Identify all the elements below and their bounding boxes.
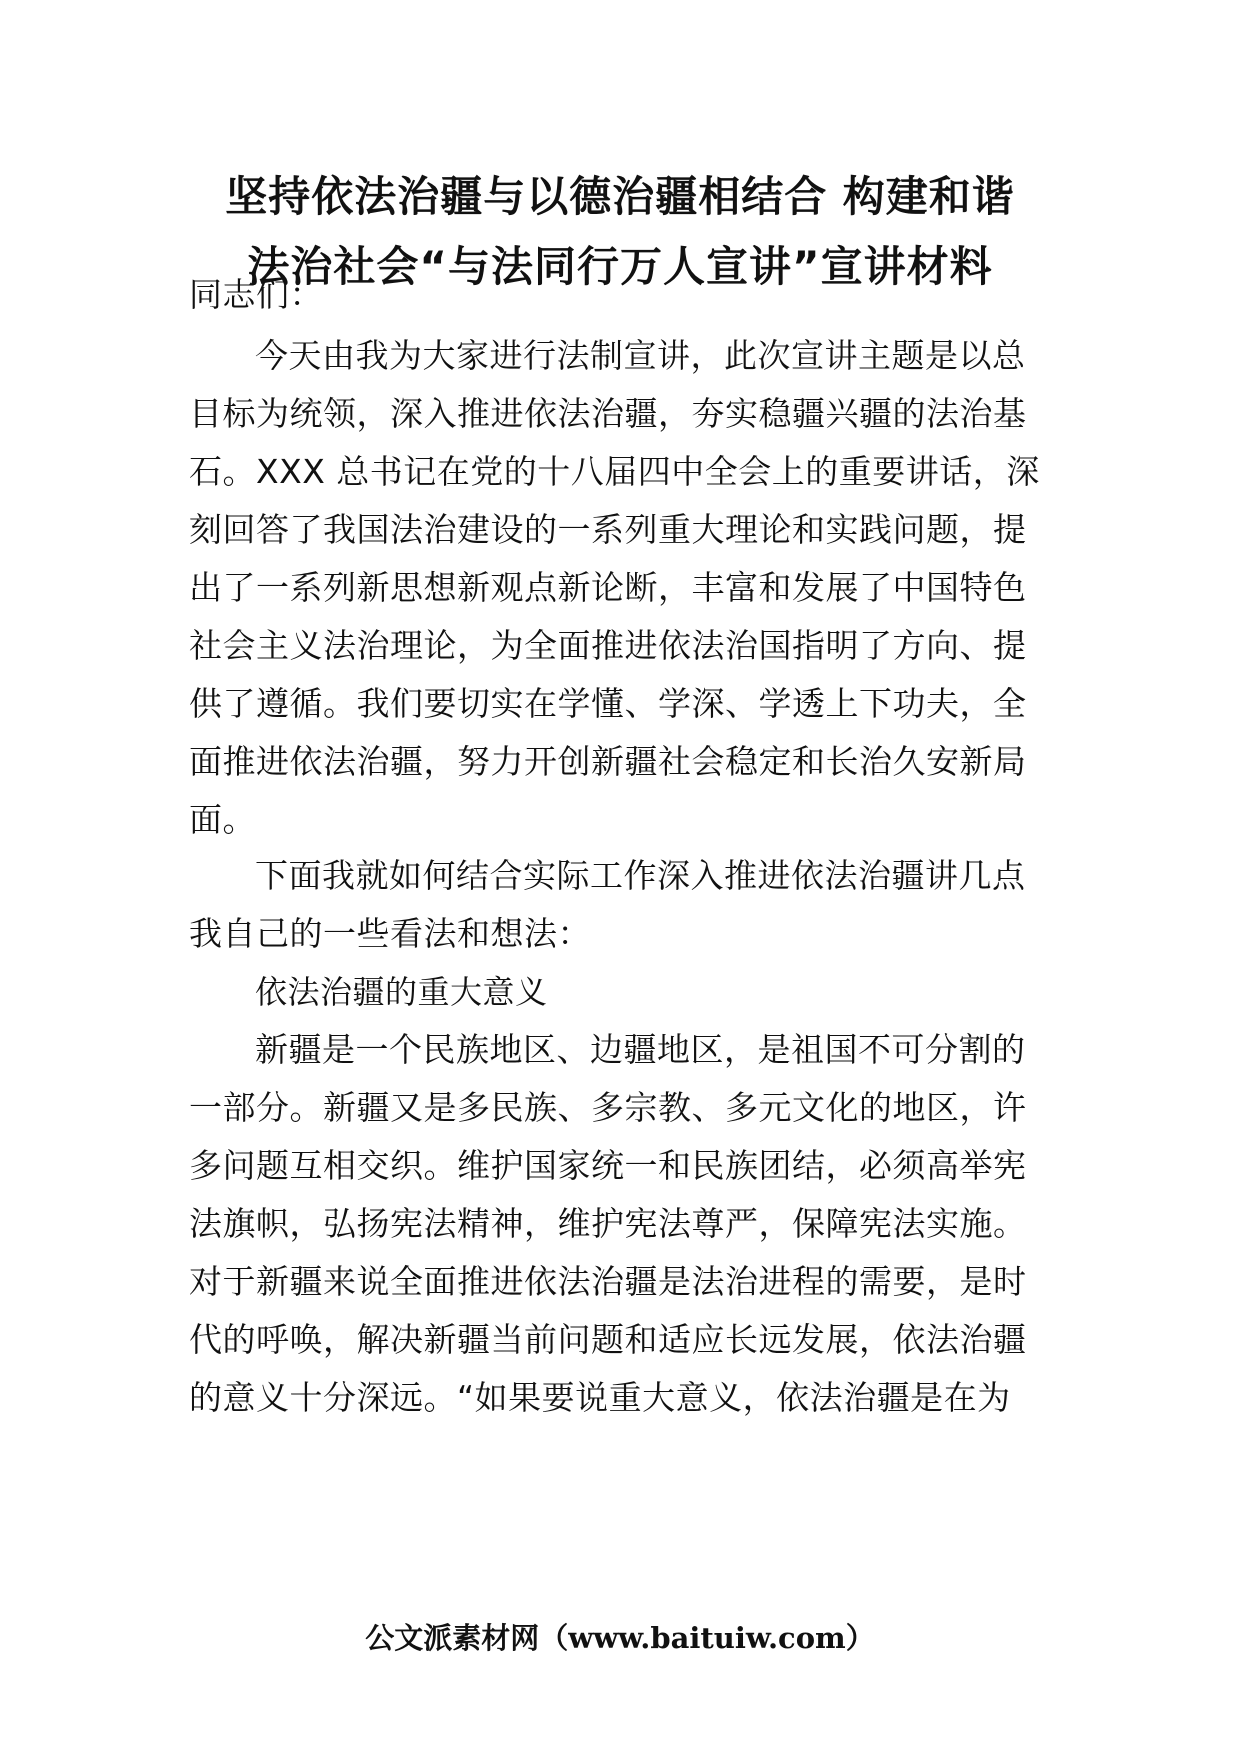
document-title-line-2: 法治社会“与法同行万人宣讲”宣讲材料 [247,242,993,291]
paragraph-1-line: 面。 [189,800,256,839]
paragraph-3-line: 法旗帜，弘扬宪法精神，维护宪法尊严，保障宪法实施。 [189,1204,1027,1243]
paragraph-1-line: 石。XXX 总书记在党的十八届四中全会上的重要讲话，深 [189,452,1040,491]
paragraph-1-line: 供了遵循。我们要切实在学懂、学深、学透上下功夫，全 [189,684,1027,723]
paragraph-1-line: 刻回答了我国法治建设的一系列重大理论和实践问题，提 [189,510,1027,549]
document-title-line-1: 坚持依法治疆与以德治疆相结合 构建和谐 [225,172,1015,221]
paragraph-1-line: 社会主义法治理论，为全面推进依法治国指明了方向、提 [189,626,1027,665]
paragraph-3-line: 代的呼唤，解决新疆当前问题和适应长远发展，依法治疆 [189,1320,1027,1359]
paragraph-3-line: 对于新疆来说全面推进依法治疆是法治进程的需要，是时 [189,1262,1027,1301]
paragraph-1-line: 目标为统领，深入推进依法治疆，夯实稳疆兴疆的法治基 [189,394,1027,433]
footer-source-text: 公文派素材网（www.baituiw.com） [365,1621,875,1655]
paragraph-3-line: 的意义十分深远。“如果要说重大意义，依法治疆是在为 [189,1378,1011,1417]
paragraph-3-line: 新疆是一个民族地区、边疆地区，是祖国不可分割的 [255,1030,1026,1069]
paragraph-2-line: 下面我就如何结合实际工作深入推进依法治疆讲几点 [255,856,1026,895]
paragraph-1-line: 出了一系列新思想新观点新论断，丰富和发展了中国特色 [189,568,1027,607]
paragraph-1-line: 面推进依法治疆，努力开创新疆社会稳定和长治久安新局 [189,742,1027,781]
paragraph-1-line: 今天由我为大家进行法制宣讲，此次宣讲主题是以总 [255,336,1026,375]
paragraph-2-line: 我自己的一些看法和想法： [189,914,591,953]
salutation: 同志们： [189,275,323,314]
paragraph-3-line: 一部分。新疆又是多民族、多宗教、多元文化的地区，许 [189,1088,1027,1127]
paragraph-3-line: 多问题互相交织。维护国家统一和民族团结，必须高举宪 [189,1146,1027,1185]
section-heading: 依法治疆的重大意义 [255,973,548,1011]
